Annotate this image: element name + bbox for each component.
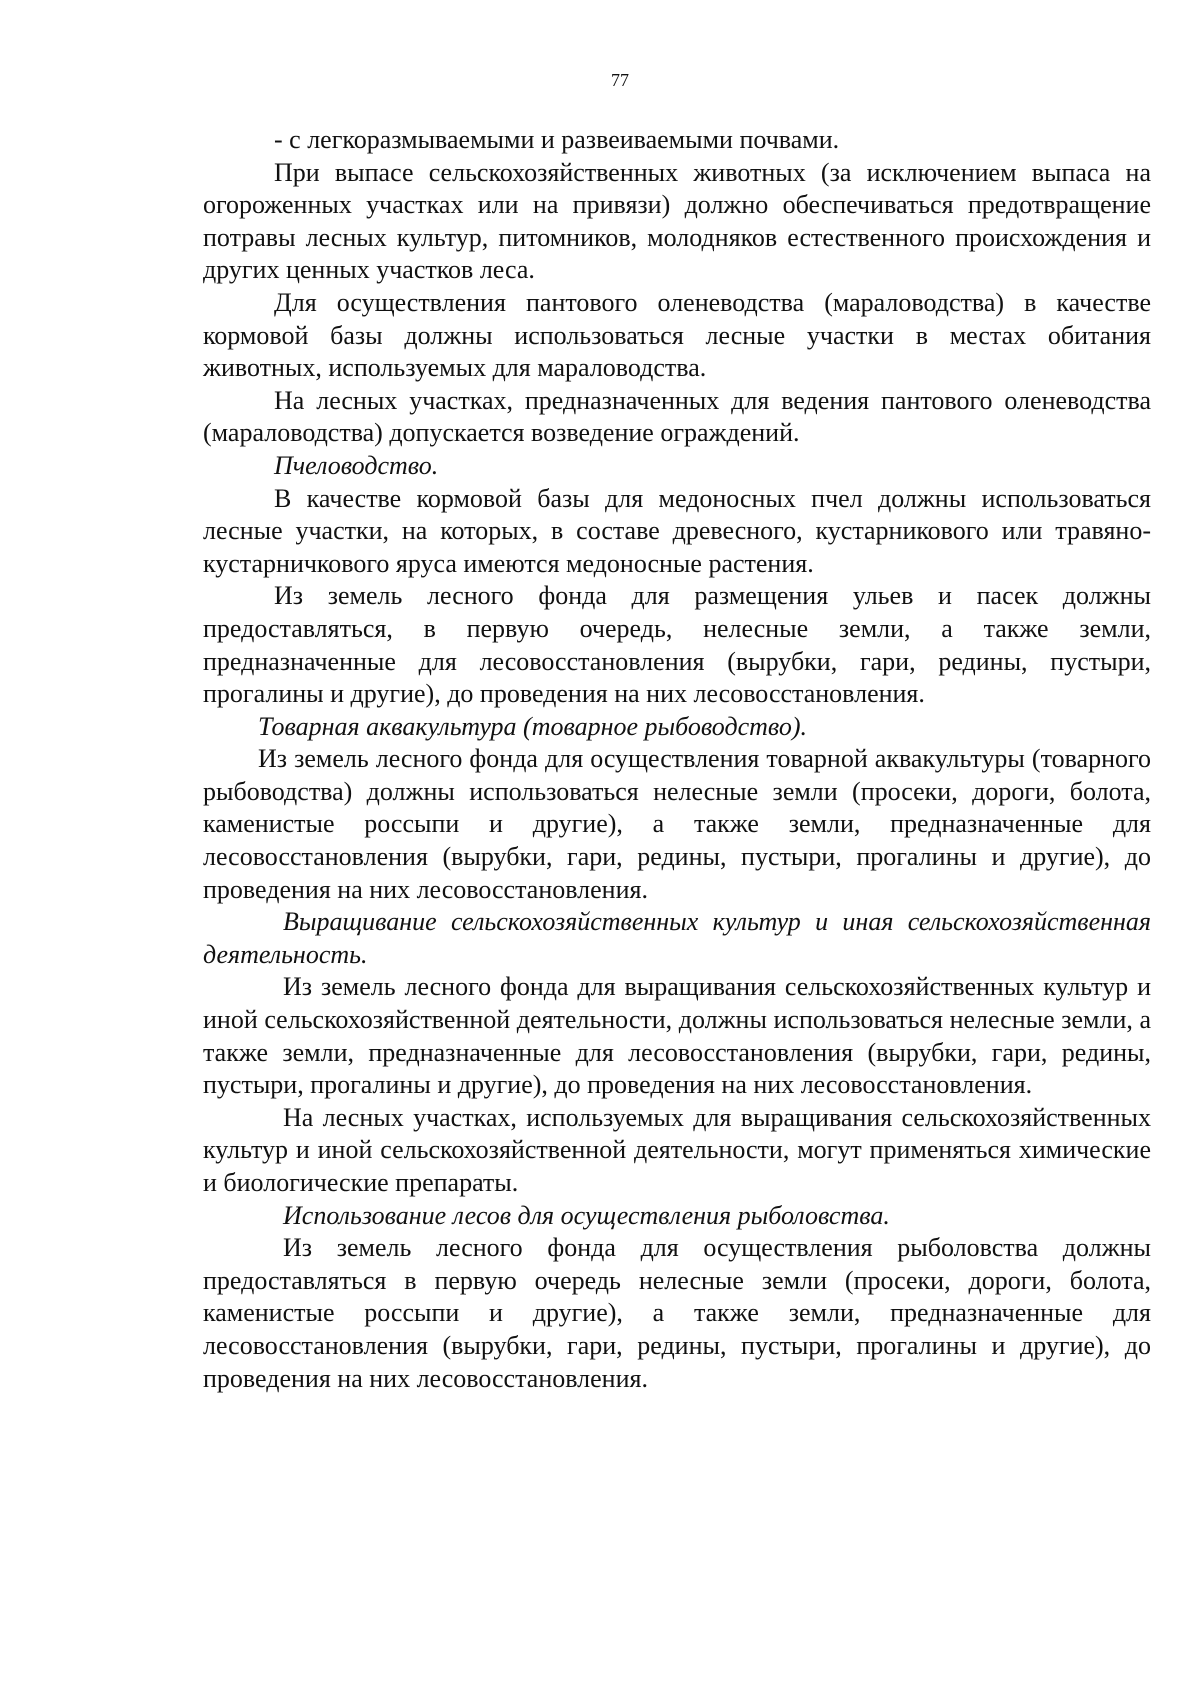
paragraph-bee-forage: В качестве кормовой базы для медоносных пчел должны использоваться лесные участки, на которых, в составе древесного, кустарникового или травяно-кустарничкового яруса имеются медоносные растения.: [203, 483, 1151, 578]
paragraph-soils: - с легкоразмываемыми и развеиваемыми почвами.: [274, 125, 840, 154]
heading-aquaculture: Товарная аквакультура (товарное рыбоводство).: [258, 711, 808, 741]
paragraph-chemicals: На лесных участках, используемых для выращивания сельскохозяйственных культур и иной сельскохозяйственной деятельности, могут применяться химические и биологические препараты.: [203, 1102, 1151, 1197]
heading-fishing: Использование лесов для осуществления рыболовства.: [283, 1200, 890, 1230]
paragraph-fishing: Из земель лесного фонда для осуществления рыболовства должны предоставляться в первую очередь нелесные земли (просеки, дороги, болота, каменистые россыпи и другие), а также земли, предназначенные для лесовосстановления (вырубки, гари, редины, пустыри, прогалины и другие), до проведения на них лесовосстановления.: [203, 1233, 1151, 1393]
paragraph-fencing: На лесных участках, предназначенных для ведения пантового оленеводства (мараловодства) допускается возведение ограждений.: [203, 385, 1151, 448]
paragraph-aquaculture: Из земель лесного фонда для осуществления товарной аквакультуры (товарного рыбоводства) должны использоваться нелесные земли (просеки, дороги, болота, каменистые россыпи и другие), а также земли, предназначенные для лесовосстановления (вырубки, гари, редины, пустыри, прогалины и другие), до проведения на них лесовосстановления.: [203, 744, 1151, 904]
paragraph-deer-farming: Для осуществления пантового оленеводства (мараловодства) в качестве кормовой базы должны использоваться лесные участки в местах обитания животных, используемых для мараловодства.: [203, 287, 1151, 383]
heading-agriculture: Выращивание сельскохозяйственных культур и иная сельскохозяйственная деятельность.: [203, 907, 1151, 969]
page-number: 77: [611, 70, 629, 90]
paragraph-agriculture-lands: Из земель лесного фонда для выращивания сельскохозяйственных культур и иной сельскохозяйственной деятельности, должны использоваться нелесные земли, а также земли, предназначенные для лесовосстановления (вырубки, гари, редины, пустыри, прогалины и другие), до проведения на них лесовосстановления.: [203, 972, 1151, 1100]
heading-beekeeping: Пчеловодство.: [274, 450, 439, 480]
paragraph-grazing: При выпасе сельскохозяйственных животных (за исключением выпаса на огороженных участках или на привязи) должно обеспечиваться предотвращение потравы лесных культур, питомников, молодняков естественного происхождения и других ценных участков леса.: [203, 157, 1151, 285]
paragraph-apiaries: Из земель лесного фонда для размещения ульев и пасек должны предоставляться, в первую очередь, нелесные земли, а также земли, предназначенные для лесовосстановления (вырубки, гари, редины, пустыри, прогалины и другие), до проведения на них лесовосстановления.: [203, 581, 1151, 709]
document-body: [203, 124, 1151, 1395]
